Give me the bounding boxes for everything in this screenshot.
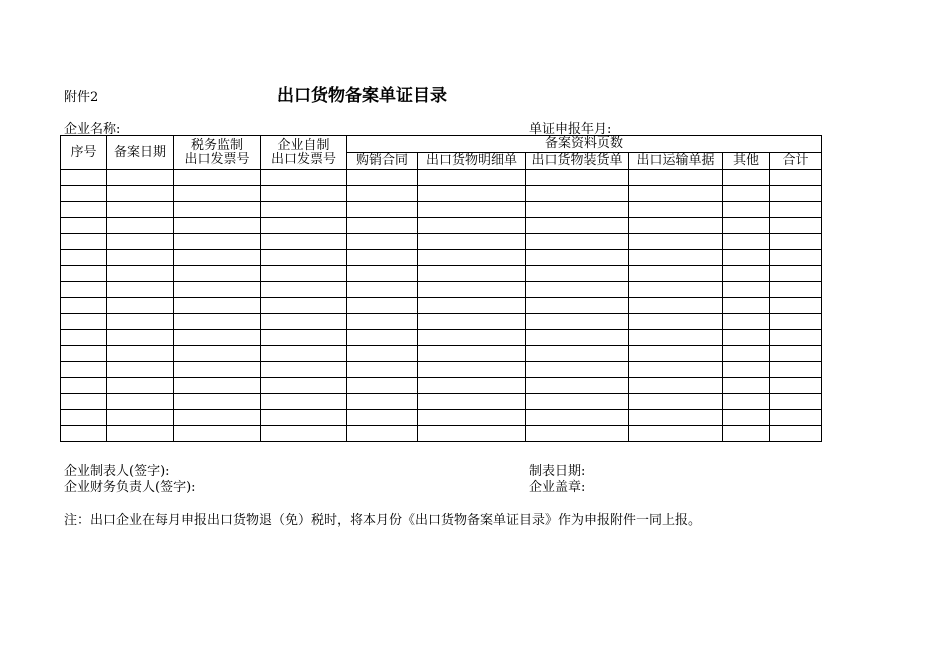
table-cell[interactable]	[61, 362, 107, 378]
table-cell[interactable]	[526, 282, 629, 298]
table-cell[interactable]	[526, 234, 629, 250]
table-cell[interactable]	[418, 218, 526, 234]
table-cell[interactable]	[347, 234, 418, 250]
table-row	[61, 170, 822, 186]
table-cell[interactable]	[629, 298, 723, 314]
table-row	[61, 314, 822, 330]
table-cell[interactable]	[174, 394, 261, 410]
table-cell[interactable]	[418, 314, 526, 330]
preparer-signature-label: 企业制表人(签字):	[64, 464, 170, 479]
table-cell[interactable]	[174, 314, 261, 330]
table-cell[interactable]	[723, 170, 770, 186]
table-cell[interactable]	[770, 362, 822, 378]
table-row	[61, 202, 822, 218]
header-date: 备案日期	[107, 136, 174, 170]
table-row	[61, 234, 822, 250]
table-cell[interactable]	[770, 298, 822, 314]
table-cell[interactable]	[174, 202, 261, 218]
table-cell[interactable]	[61, 186, 107, 202]
table-cell[interactable]	[107, 186, 174, 202]
table-row	[61, 426, 822, 442]
table-cell[interactable]	[174, 346, 261, 362]
header-tax-invoice-line2: 出口发票号	[184, 151, 250, 167]
table-cell[interactable]	[107, 170, 174, 186]
table-cell[interactable]	[61, 346, 107, 362]
table-cell[interactable]	[526, 314, 629, 330]
table-cell[interactable]	[174, 282, 261, 298]
table-cell[interactable]	[526, 170, 629, 186]
table-cell[interactable]	[347, 346, 418, 362]
table-cell[interactable]	[261, 362, 347, 378]
table-cell[interactable]	[61, 202, 107, 218]
table-cell[interactable]	[261, 314, 347, 330]
table-row	[61, 410, 822, 426]
table-cell[interactable]	[347, 202, 418, 218]
table-cell[interactable]	[770, 266, 822, 282]
header-total: 合计	[770, 153, 822, 170]
table-cell[interactable]	[418, 202, 526, 218]
table-cell[interactable]	[770, 378, 822, 394]
table-cell[interactable]	[418, 266, 526, 282]
table-cell[interactable]	[347, 378, 418, 394]
table-cell[interactable]	[418, 170, 526, 186]
table-cell[interactable]	[723, 314, 770, 330]
table-cell[interactable]	[418, 186, 526, 202]
table-cell[interactable]	[347, 218, 418, 234]
table-cell[interactable]	[261, 218, 347, 234]
table-cell[interactable]	[61, 170, 107, 186]
table-cell[interactable]	[61, 218, 107, 234]
table-cell[interactable]	[347, 298, 418, 314]
table-cell[interactable]	[723, 266, 770, 282]
table-cell[interactable]	[261, 346, 347, 362]
table-cell[interactable]	[629, 378, 723, 394]
header-self-invoice-line1: 企业自制	[277, 137, 330, 153]
table-cell[interactable]	[526, 378, 629, 394]
table-cell[interactable]	[723, 426, 770, 442]
table-cell[interactable]	[347, 330, 418, 346]
table-cell[interactable]	[629, 250, 723, 266]
table-cell[interactable]	[418, 250, 526, 266]
table-cell[interactable]	[629, 170, 723, 186]
table-cell[interactable]	[770, 186, 822, 202]
prepare-date-label: 制表日期:	[529, 464, 586, 479]
table-cell[interactable]	[526, 426, 629, 442]
table-cell[interactable]	[261, 426, 347, 442]
table-cell[interactable]	[61, 298, 107, 314]
table-cell[interactable]	[61, 330, 107, 346]
table-cell[interactable]	[174, 266, 261, 282]
header-self-invoice-line2: 出口发票号	[270, 151, 336, 167]
table-cell[interactable]	[107, 362, 174, 378]
table-cell[interactable]	[61, 410, 107, 426]
header-group-pages: 备案资料页数	[347, 136, 822, 153]
table-cell[interactable]	[770, 170, 822, 186]
table-row	[61, 394, 822, 410]
table-cell[interactable]	[347, 394, 418, 410]
table-cell[interactable]	[526, 298, 629, 314]
header-other: 其他	[723, 153, 770, 170]
table-cell[interactable]	[261, 394, 347, 410]
table-cell[interactable]	[629, 234, 723, 250]
table-cell[interactable]	[526, 394, 629, 410]
header-tax-invoice	[174, 136, 261, 170]
table-cell[interactable]	[723, 250, 770, 266]
table-cell[interactable]	[629, 426, 723, 442]
table-cell[interactable]	[629, 314, 723, 330]
table-cell[interactable]	[629, 346, 723, 362]
table-cell[interactable]	[107, 378, 174, 394]
table-cell[interactable]	[526, 218, 629, 234]
table-cell[interactable]	[418, 362, 526, 378]
table-cell[interactable]	[347, 170, 418, 186]
table-cell[interactable]	[347, 410, 418, 426]
table-cell[interactable]	[418, 410, 526, 426]
table-cell[interactable]	[174, 410, 261, 426]
table-cell[interactable]	[770, 202, 822, 218]
table-cell[interactable]	[107, 330, 174, 346]
table-cell[interactable]	[526, 266, 629, 282]
table-cell[interactable]	[347, 266, 418, 282]
header-loading-list: 出口货物装货单	[526, 153, 629, 170]
table-cell[interactable]	[174, 250, 261, 266]
table-cell[interactable]	[61, 314, 107, 330]
page-title: 出口货物备案单证目录	[277, 86, 447, 106]
table-cell[interactable]	[629, 362, 723, 378]
table-cell[interactable]	[61, 426, 107, 442]
table-cell[interactable]	[107, 314, 174, 330]
table-cell[interactable]	[723, 202, 770, 218]
table-cell[interactable]	[526, 202, 629, 218]
table-cell[interactable]	[347, 250, 418, 266]
table-cell[interactable]	[174, 170, 261, 186]
table-cell[interactable]	[770, 234, 822, 250]
table-cell[interactable]	[418, 330, 526, 346]
table-cell[interactable]	[723, 410, 770, 426]
table-cell[interactable]	[347, 186, 418, 202]
table-cell[interactable]	[107, 234, 174, 250]
table-cell[interactable]	[723, 330, 770, 346]
table-cell[interactable]	[174, 362, 261, 378]
table-cell[interactable]	[261, 170, 347, 186]
table-cell[interactable]	[770, 410, 822, 426]
table-cell[interactable]	[174, 330, 261, 346]
table-cell[interactable]	[107, 426, 174, 442]
table-cell[interactable]	[261, 330, 347, 346]
table-cell[interactable]	[526, 346, 629, 362]
table-cell[interactable]	[770, 314, 822, 330]
table-cell[interactable]	[107, 266, 174, 282]
table-cell[interactable]	[261, 202, 347, 218]
table-cell[interactable]	[261, 234, 347, 250]
table-cell[interactable]	[61, 282, 107, 298]
table-cell[interactable]	[61, 378, 107, 394]
header-goods-detail: 出口货物明细单	[418, 153, 526, 170]
table-cell[interactable]	[418, 378, 526, 394]
table-cell[interactable]	[261, 378, 347, 394]
table-cell[interactable]	[770, 426, 822, 442]
table-cell[interactable]	[174, 234, 261, 250]
table-cell[interactable]	[770, 250, 822, 266]
table-cell[interactable]	[107, 346, 174, 362]
table-cell[interactable]	[526, 186, 629, 202]
table-cell[interactable]	[418, 426, 526, 442]
table-cell[interactable]	[418, 346, 526, 362]
table-cell[interactable]	[723, 234, 770, 250]
table-cell[interactable]	[261, 186, 347, 202]
table-cell[interactable]	[629, 394, 723, 410]
table-cell[interactable]	[723, 298, 770, 314]
header-transport-docs: 出口运输单据	[629, 153, 723, 170]
table-cell[interactable]	[347, 314, 418, 330]
table-cell[interactable]	[107, 218, 174, 234]
table-cell[interactable]	[418, 298, 526, 314]
table-cell[interactable]	[770, 394, 822, 410]
table-cell[interactable]	[770, 330, 822, 346]
table-cell[interactable]	[770, 346, 822, 362]
table-row	[61, 266, 822, 282]
table-cell[interactable]	[629, 186, 723, 202]
table-cell[interactable]	[723, 378, 770, 394]
table-cell[interactable]	[107, 282, 174, 298]
table-cell[interactable]	[526, 330, 629, 346]
table-cell[interactable]	[526, 362, 629, 378]
table-cell[interactable]	[629, 282, 723, 298]
table-cell[interactable]	[174, 186, 261, 202]
table-cell[interactable]	[107, 410, 174, 426]
record-table	[60, 135, 822, 442]
table-row	[61, 282, 822, 298]
table-cell[interactable]	[629, 410, 723, 426]
table-row	[61, 378, 822, 394]
table-cell[interactable]	[347, 362, 418, 378]
header-tax-invoice-line1: 税务监制	[190, 137, 243, 153]
table-cell[interactable]	[723, 218, 770, 234]
declare-month-label: 单证申报年月:	[529, 122, 612, 137]
table-cell[interactable]	[723, 394, 770, 410]
table-cell[interactable]	[629, 202, 723, 218]
table-cell[interactable]	[174, 298, 261, 314]
table-cell[interactable]	[61, 250, 107, 266]
table-cell[interactable]	[723, 346, 770, 362]
finance-signature-label: 企业财务负责人(签字):	[64, 480, 196, 495]
table-cell[interactable]	[418, 234, 526, 250]
table-row	[61, 346, 822, 362]
table-row	[61, 218, 822, 234]
table-cell[interactable]	[347, 282, 418, 298]
table-cell[interactable]	[61, 266, 107, 282]
table-cell[interactable]	[629, 330, 723, 346]
company-name-label: 企业名称:	[64, 122, 121, 137]
table-cell[interactable]	[261, 250, 347, 266]
table-row	[61, 186, 822, 202]
attachment-label: 附件2	[64, 90, 99, 105]
table-cell[interactable]	[107, 394, 174, 410]
table-cell[interactable]	[261, 410, 347, 426]
table-cell[interactable]	[174, 426, 261, 442]
table-cell[interactable]	[418, 282, 526, 298]
table-cell[interactable]	[629, 218, 723, 234]
table-cell[interactable]	[723, 362, 770, 378]
table-cell[interactable]	[770, 282, 822, 298]
table-row	[61, 330, 822, 346]
table-row	[61, 298, 822, 314]
table-cell[interactable]	[526, 410, 629, 426]
header-seq: 序号	[61, 136, 107, 170]
table-cell[interactable]	[526, 250, 629, 266]
table-cell[interactable]	[261, 298, 347, 314]
table-cell[interactable]	[174, 218, 261, 234]
table-cell[interactable]	[261, 266, 347, 282]
table-row	[61, 250, 822, 266]
table-cell[interactable]	[723, 282, 770, 298]
table-cell[interactable]	[629, 266, 723, 282]
table-cell[interactable]	[347, 426, 418, 442]
table-cell[interactable]	[723, 186, 770, 202]
header-sales-contract: 购销合同	[347, 153, 418, 170]
header-self-invoice	[261, 136, 347, 170]
table-cell[interactable]	[61, 394, 107, 410]
table-cell[interactable]	[174, 378, 261, 394]
table-cell[interactable]	[770, 218, 822, 234]
table-cell[interactable]	[107, 298, 174, 314]
table-cell[interactable]	[418, 394, 526, 410]
footnote: 注：出口企业在每月申报出口货物退（免）税时，将本月份《出口货物备案单证目录》作为申报附件一同上报。	[64, 513, 702, 528]
table-cell[interactable]	[61, 234, 107, 250]
table-cell[interactable]	[261, 282, 347, 298]
company-seal-label: 企业盖章:	[529, 480, 586, 495]
table-row	[61, 362, 822, 378]
table-cell[interactable]	[107, 250, 174, 266]
table-cell[interactable]	[107, 202, 174, 218]
